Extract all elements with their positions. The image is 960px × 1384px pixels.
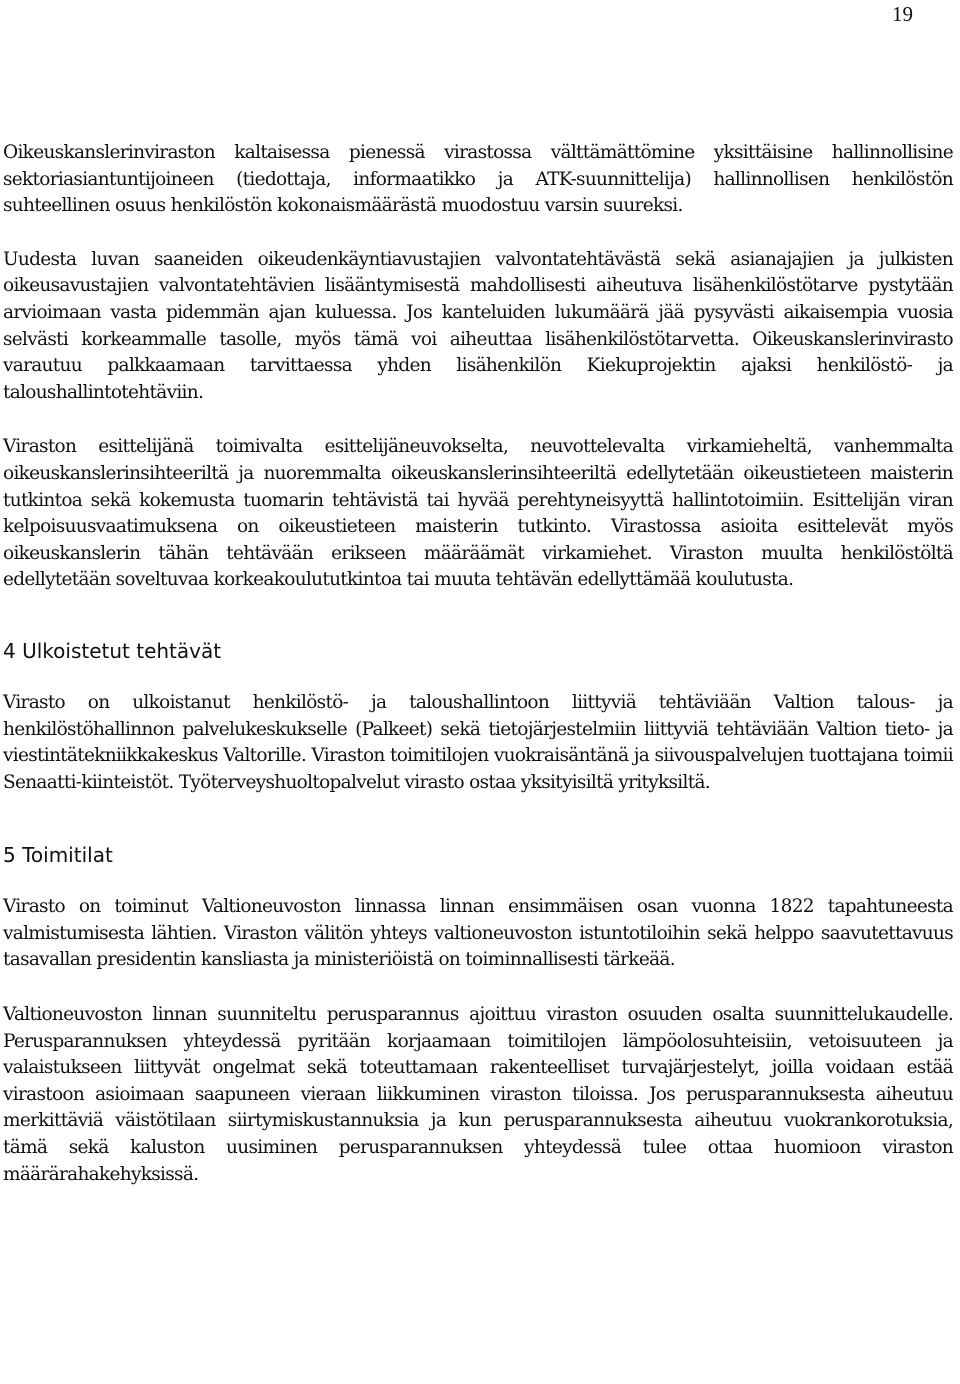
paragraph-additional-staff-need: Uudesta luvan saaneiden oikeudenkäyntiavustajien valvontatehtävästä sekä asianajajien ja julkisten oikeusavustajien valvontatehtävien lisääntymisestä mahdollisesti aiheutuva lisähenkilöstötarve pystytään arvioimaan vasta pidemmän ajan kuluessa. Jos kanteluiden lukumäärä jää pysyvästi aikaisempia vuosia selvästi korkeammalle tasolle, myös tämä voi aiheuttaa lisähenkilöstötarvetta. Oikeuskanslerinvirasto varautuu palkkaamaan tarvittaessa yhden lisähenkilön Kiekuprojektin ajaksi henkilöstö- ja taloushallintotehtäviin. — [3, 248, 953, 403]
section-heading-premises: 5 Toimitilat — [3, 843, 113, 868]
paragraph-premises-renovation: Valtioneuvoston linnan suunniteltu perusparannus ajoittuu viraston osuuden osalta suunnittelukaudelle. Perusparannuksen yhteydessä pyritään korjaamaan toimitilojen lämpöolosuhteisiin, vetoisuuteen ja valaistukseen liittyvät ongelmat sekä toteuttamaan rakenteelliset turvajärjestelyt, joilla voidaan estää virastoon asioimaan saapuneen vieraan liikkuminen viraston tiloissa. Jos perusparannuksesta aiheutuu merkittäviä väistötilaan siirtymiskustannuksia ja kun perusparannuksesta aiheutuu vuokrankorotuksia, tämä sekä kaluston uusiminen perusparannuksen yhteydessä tulee ottaa huomioon viraston määrärahakehyksissä. — [3, 1004, 953, 1185]
page-number: 19 — [892, 2, 913, 26]
paragraph-qualification-requirements: Viraston esittelijänä toimivalta esittelijäneuvokselta, neuvottelevalta virkamieheltä, vanhemmalta oikeuskanslerinsihteeriltä ja nuoremmalta oikeuskanslerinsihteeriltä edellytetään oikeustieteen maisterin tutkintoa sekä kokemusta tuomarin tehtävistä tai hyvää perehtyneisyyttä hallintotoimiin. Esittelijän viran kelpoisuusvaatimuksena on oikeustieteen maisterin tutkinto. Virastossa asioita esittelevät myös oikeuskanslerin tähän tehtävään erikseen määräämät virkamiehet. Viraston muulta henkilöstöltä edellytetään soveltuvaa korkeakoulututkintoa tai muuta tehtävän edellyttämää koulutusta. — [3, 436, 953, 591]
section-heading-outsourced-tasks: 4 Ulkoistetut tehtävät — [3, 638, 222, 663]
paragraph-administrative-staff: Oikeuskanslerinviraston kaltaisessa pienessä virastossa välttämättömine yksittäisine hallinnollisine sektoriasiantuntijoineen (tiedottaja, informaatikko ja ATK-suunnittelija) hallinnollisen henkilöstön suhteellinen osuus henkilöstön kokonaismäärästä muodostuu varsin suureksi. — [3, 142, 953, 217]
document-body — [3, 140, 953, 1188]
paragraph-outsourced-tasks: Virasto on ulkoistanut henkilöstö- ja taloushallintoon liittyviä tehtäviään Valtion talous- ja henkilöstöhallinnon palvelukeskukselle (Palkeet) sekä tietojärjestelmiin liittyviä tehtäviään Valtion tieto- ja viestintätekniikkakeskus Valtorille. Viraston toimitilojen vuokraisäntänä ja siivouspalvelujen tuottajana toimii Senaatti-kiinteistöt. Työterveyshuoltopalvelut virasto ostaa yksityisiltä yrityksiltä. — [3, 691, 953, 793]
paragraph-premises-history: Virasto on toiminut Valtioneuvoston linnassa linnan ensimmäisen osan vuonna 1822 tapahtuneesta valmistumisesta lähtien. Viraston välitön yhteys valtioneuvoston istuntotiloihin sekä helppo saavutettavuus tasavallan presidentin kansliasta ja ministeriöistä on toiminnallisesti tärkeää. — [3, 896, 953, 971]
